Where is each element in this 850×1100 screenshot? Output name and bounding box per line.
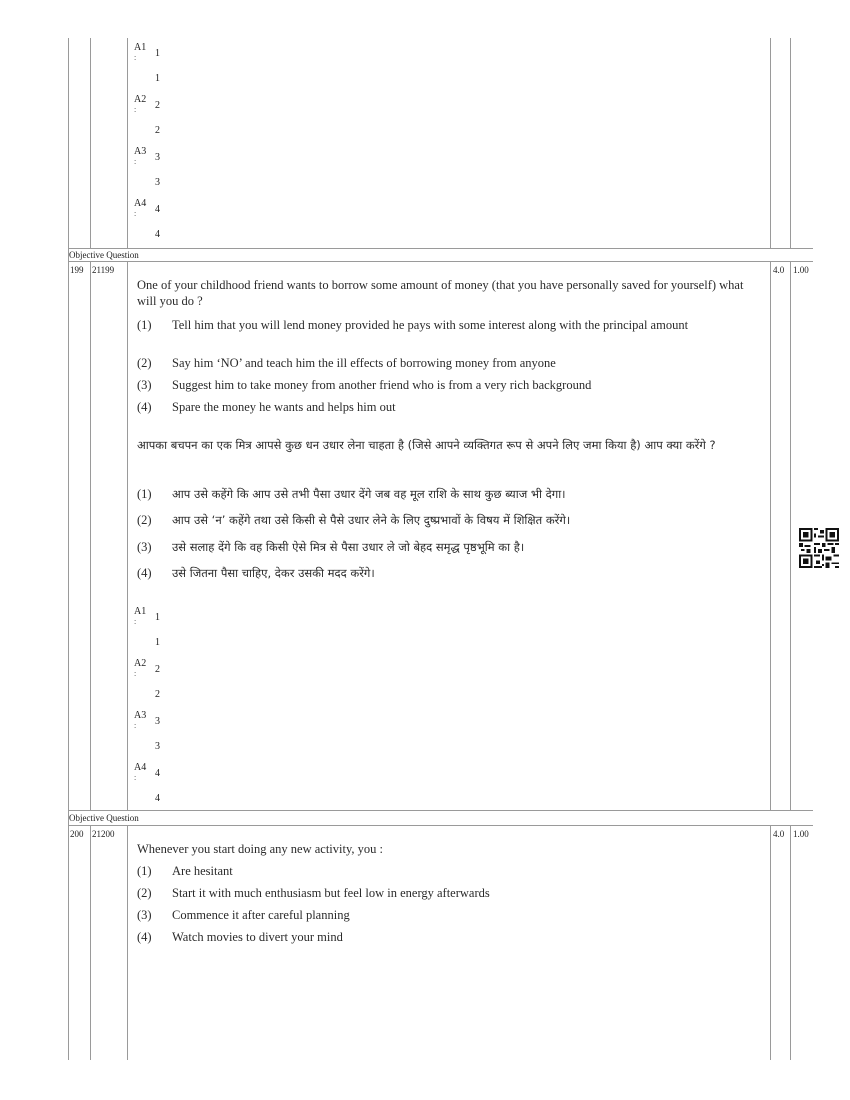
answer-label: A3 :: [134, 710, 147, 730]
qr-code: [799, 528, 839, 568]
option-en-4: (4) Spare the money he wants and helps him out: [137, 400, 396, 414]
option-en-4: (4) Watch movies to divert your mind: [137, 930, 343, 944]
answer-value: 4: [155, 768, 160, 779]
question-text-english: One of your childhood friend wants to borrow some amount of money (that you have personally saved for yourself) what will you do ?: [137, 278, 744, 308]
question-text-hindi: आपका बचपन का एक मित्र आपसे कुछ धन उधार लेना चाहता है (जिसे आपने व्यक्तिगत रूप से अपने लिए जमा किया है) आप क्या करेंगे ?: [137, 438, 716, 452]
option-hi-2: (2) आप उसे ‘न’ कहेंगे तथा उसे किसी से पैसे उधार लेने के लिए दुष्प्रभावों के विषय में शिक्षित करेंगे।: [137, 513, 571, 527]
answer-value: 2: [155, 100, 160, 111]
border-col-3: [770, 826, 771, 1060]
border-col-3: [770, 38, 771, 248]
border-col-4: [790, 38, 791, 248]
option-hi-1: (1) आप उसे कहेंगे कि आप उसे तभी पैसा उधार देंगे जब वह मूल राशि के साथ कुछ ब्याज भी देगा।: [137, 487, 566, 501]
answer-sub: 3: [155, 177, 160, 188]
row-divider: [68, 261, 813, 262]
border-col-2: [127, 38, 128, 248]
border-col-4: [790, 826, 791, 1060]
answer-label: A2 :: [134, 658, 147, 678]
answer-sub: 1: [155, 637, 160, 648]
border-col-3: [770, 262, 771, 810]
answer-sub: 4: [155, 793, 160, 804]
answer-label: A3 :: [134, 146, 147, 166]
answer-label: A2 :: [134, 94, 147, 114]
option-en-3: (3) Commence it after careful planning: [137, 908, 350, 922]
answer-sub: 4: [155, 229, 160, 240]
question-marks: 4.0: [773, 265, 785, 275]
answer-sub: 3: [155, 741, 160, 752]
answer-sub: 1: [155, 73, 160, 84]
section-label: Objective Question: [69, 813, 139, 823]
answer-value: 1: [155, 612, 160, 623]
question-negative-marks: 1.00: [793, 265, 809, 275]
border-col-1: [90, 38, 91, 248]
question-id: 21200: [92, 829, 115, 839]
option-hi-3: (3) उसे सलाह देंगे कि वह किसी ऐसे मित्र से पैसा उधार ले जो बेहद समृद्ध पृष्ठभूमि का है।: [137, 540, 525, 554]
row-divider: [68, 810, 813, 811]
answer-value: 1: [155, 48, 160, 59]
option-en-3: (3) Suggest him to take money from another friend who is from a very rich background: [137, 378, 592, 392]
answer-sub: 2: [155, 125, 160, 136]
answer-value: 4: [155, 204, 160, 215]
border-col-2: [127, 826, 128, 1060]
question-negative-marks: 1.00: [793, 829, 809, 839]
question-text-english: Whenever you start doing any new activity, you :: [137, 842, 383, 856]
question-marks: 4.0: [773, 829, 785, 839]
question-id: 21199: [92, 265, 115, 275]
answer-label: A1 :: [134, 606, 147, 626]
question-number: 200: [70, 829, 84, 839]
question-number: 199: [70, 265, 84, 275]
border-col-1: [90, 262, 91, 810]
answer-value: 2: [155, 664, 160, 675]
border-col-2: [127, 262, 128, 810]
answer-label: A4 :: [134, 198, 147, 218]
section-label: Objective Question: [69, 250, 139, 260]
row-divider: [68, 825, 813, 826]
option-en-1: (1) Are hesitant: [137, 864, 233, 878]
option-en-2: (2) Say him ‘NO’ and teach him the ill effects of borrowing money from anyone: [137, 356, 556, 370]
answer-label: A1 :: [134, 42, 147, 62]
option-hi-4: (4) उसे जितना पैसा चाहिए, देकर उसकी मदद करेंगे।: [137, 566, 375, 580]
option-en-2: (2) Start it with much enthusiasm but feel low in energy afterwards: [137, 886, 490, 900]
answer-sub: 2: [155, 689, 160, 700]
option-en-1: (1) Tell him that you will lend money provided he pays with some interest along with the principal amount: [137, 318, 689, 332]
answer-label: A4 :: [134, 762, 147, 782]
answer-value: 3: [155, 152, 160, 163]
row-divider: [68, 248, 813, 249]
border-col-1: [90, 826, 91, 1060]
border-col-4: [790, 262, 791, 810]
border-left: [68, 38, 69, 1060]
answer-value: 3: [155, 716, 160, 727]
